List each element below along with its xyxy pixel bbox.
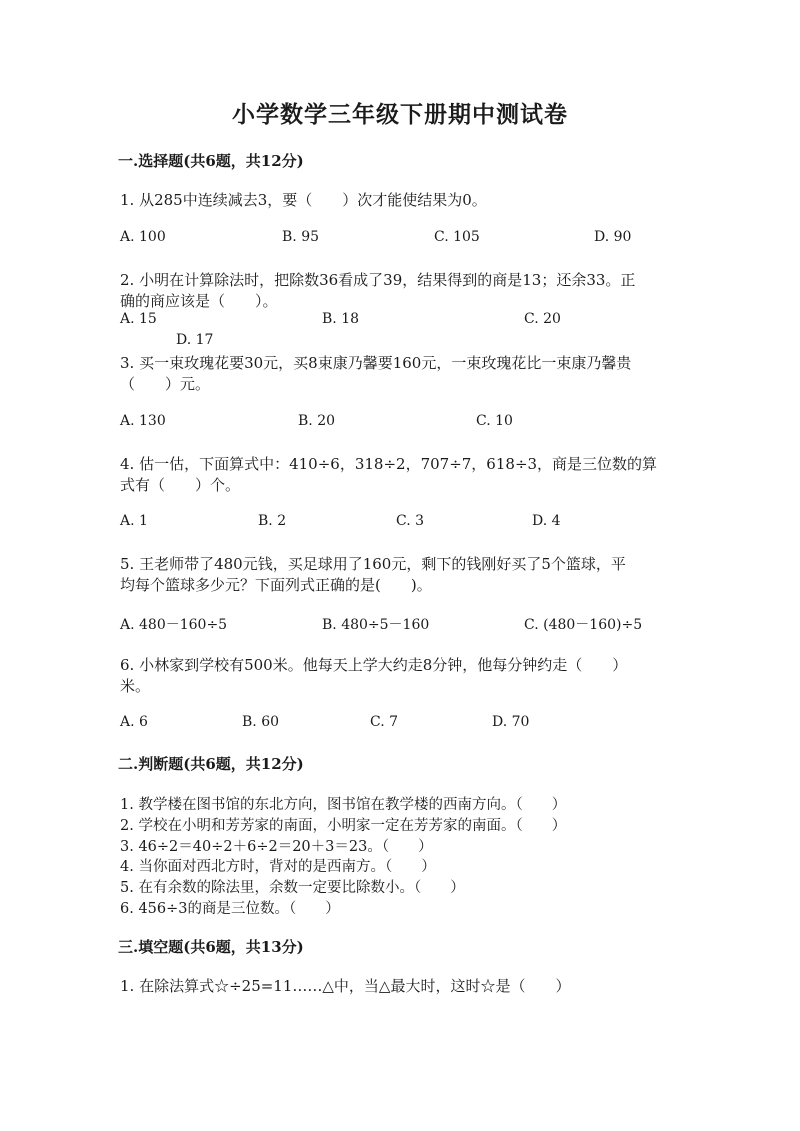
option-b: B. 60: [242, 714, 280, 730]
question-stem: 6. 小林家到学校有500米。他每天上学大约走8分钟，他每分钟约走（ ）: [120, 656, 628, 674]
question-stem: 2. 小明在计算除法时，把除数36看成了39，结果得到的商是13；还余33。正: [120, 271, 636, 289]
question-stem: 3. 买一束玫瑰花要30元，买8束康乃馨要160元，一束玫瑰花比一束康乃馨贵: [120, 354, 632, 372]
judgement-item: 6. 456÷3的商是三位数。（ ）: [120, 901, 340, 917]
option-a: A. 130: [120, 413, 166, 429]
section-heading-fill: 三.填空题(共6题，共13分): [118, 938, 304, 956]
question-stem: 确的商应该是（ ）。: [120, 292, 278, 310]
question-stem: 均每个篮球多少元？下面列式正确的是( )。: [120, 576, 432, 594]
judgement-item: 5. 在有余数的除法里，余数一定要比除数小。（ ）: [120, 880, 465, 896]
judgement-item: 3. 46÷2＝40÷2＋6÷2＝20＋3＝23。（ ）: [120, 839, 433, 855]
option-c: C. 10: [476, 413, 513, 429]
option-d: D. 70: [492, 714, 530, 730]
question-stem: 1. 从285中连续减去3，要（ ）次才能使结果为0。: [120, 191, 487, 209]
option-d: D. 90: [594, 229, 632, 245]
page-title: 小学数学三年级下册期中测试卷: [232, 101, 568, 128]
option-c: C. 3: [396, 513, 425, 529]
question-stem: 米。: [120, 677, 151, 695]
option-d: D. 17: [176, 332, 214, 348]
option-b: B. 480÷5－160: [322, 617, 430, 633]
question-stem: 4. 估一估，下面算式中：410÷6，318÷2，707÷7，618÷3，商是三位数的算: [120, 455, 658, 473]
question-stem: 式有（ ）个。: [120, 476, 241, 494]
option-a: A. 480－160÷5: [120, 617, 228, 633]
option-c: C. 20: [524, 311, 561, 327]
option-b: B. 18: [322, 311, 360, 327]
judgement-item: 1. 教学楼在图书馆的东北方向，图书馆在教学楼的西南方向。（ ）: [120, 797, 567, 813]
question-stem: （ ）元。: [120, 375, 211, 393]
option-a: A. 1: [120, 513, 148, 529]
option-b: B. 95: [282, 229, 320, 245]
option-a: A. 6: [120, 714, 148, 730]
question-stem: 5. 王老师带了480元钱，买足球用了160元，剩下的钱刚好买了5个篮球，平: [120, 555, 626, 573]
option-c: C. 7: [370, 714, 399, 730]
judgement-item: 2. 学校在小明和芳芳家的南面，小明家一定在芳芳家的南面。（ ）: [120, 818, 567, 834]
option-a: A. 15: [120, 311, 157, 327]
option-d: D. 4: [532, 513, 561, 529]
option-a: A. 100: [120, 229, 166, 245]
option-c: C. (480－160)÷5: [524, 617, 643, 633]
option-c: C. 105: [434, 229, 480, 245]
judgement-item: 4. 当你面对西北方时，背对的是西南方。（ ）: [120, 859, 436, 875]
option-b: B. 20: [298, 413, 336, 429]
section-heading-judgement: 二.判断题(共6题，共12分): [118, 755, 304, 773]
section-heading-choice: 一.选择题(共6题，共12分): [118, 152, 304, 170]
fill-item: 1. 在除法算式☆÷25=11……△中，当△最大时，这时☆是（ ）: [120, 977, 571, 995]
option-b: B. 2: [258, 513, 287, 529]
